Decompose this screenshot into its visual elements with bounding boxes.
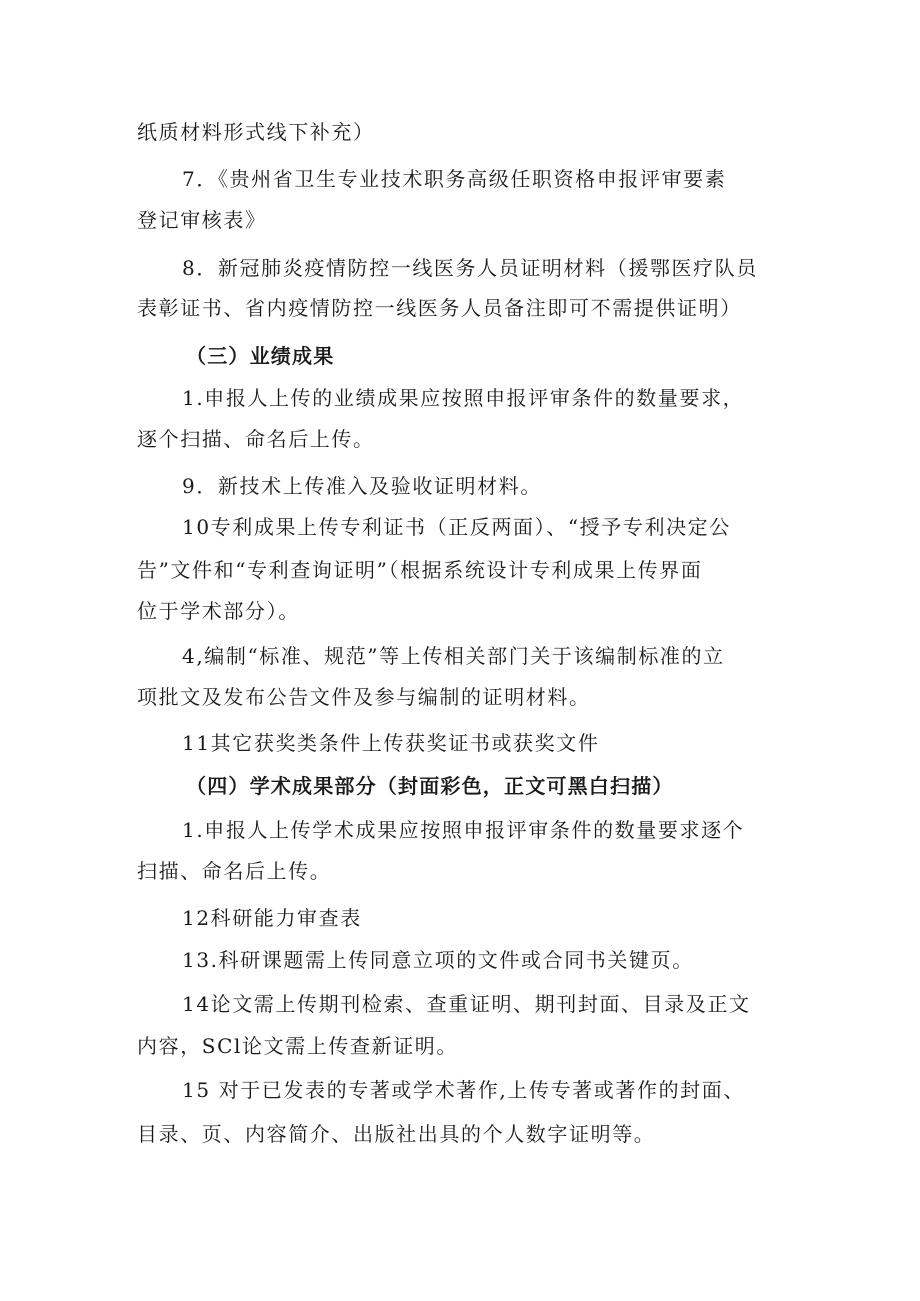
list-item-10-line-1: 10专利成果上传专利证书（正反两面）、“授予专利决定公 — [182, 515, 731, 539]
paragraph-line: 纸质材料形式线下补充） — [137, 120, 375, 144]
list-item-10-line-3: 位于学术部分）。 — [137, 599, 300, 623]
section-heading-3: （三）业绩成果 — [186, 344, 335, 368]
paragraph-line: 1.申报人上传学术成果应按照申报评审条件的数量要求逐个 — [182, 818, 745, 842]
list-item-9-line: 9．新技术上传准入及验收证明材料。 — [182, 474, 542, 498]
list-item-15-line-2: 目录、页、内容简介、出版社出具的个人数字证明等。 — [137, 1122, 656, 1146]
list-item-7-line-2: 登记审核表》 — [137, 208, 267, 232]
list-item-10-line-2: 告”文件和“专利查询证明”（根据系统设计专利成果上传界面 — [137, 558, 703, 582]
list-item-15-line-1: 15 对于已发表的专著或学术著作,上传专著或著作的封面、 — [182, 1078, 745, 1102]
list-item-14-line-1: 14论文需上传期刊检索、查重证明、期刊封面、目录及正文 — [182, 992, 751, 1016]
paragraph-line: 逐个扫描、命名后上传。 — [137, 427, 375, 451]
list-item-4-line-1: 4,编制“标准、规范”等上传相关部门关于该编制标准的立 — [182, 644, 725, 668]
list-item-7-line-1: 7．《贵州省卫生专业技术职务高级任职资格申报评审要素 — [182, 167, 727, 191]
list-item-14-line-2: 内容，SCl论文需上传查新证明。 — [137, 1034, 459, 1058]
paragraph-line: 1.申报人上传的业绩成果应按照申报评审条件的数量要求， — [182, 386, 745, 410]
list-item-12-line: 12科研能力审查表 — [182, 906, 362, 930]
list-item-8-line-2: 表彰证书、省内疫情防控一线医务人员备注即可不需提供证明） — [137, 296, 742, 320]
list-item-4-line-2: 项批文及发布公告文件及参与编制的证明材料。 — [137, 685, 591, 709]
section-heading-4: （四）学术成果部分（封面彩色，正文可黑白扫描） — [186, 774, 674, 798]
paragraph-line: 扫描、命名后上传。 — [137, 859, 332, 883]
list-item-11-line: 11其它获奖类条件上传获奖证书或获奖文件 — [182, 731, 600, 755]
list-item-8-line-1: 8．新冠肺炎疫情防控一线医务人员证明材料（援鄂医疗队员 — [182, 256, 758, 280]
list-item-13-line: 13.科研课题需上传同意立项的文件或合同书关键页。 — [182, 948, 694, 972]
